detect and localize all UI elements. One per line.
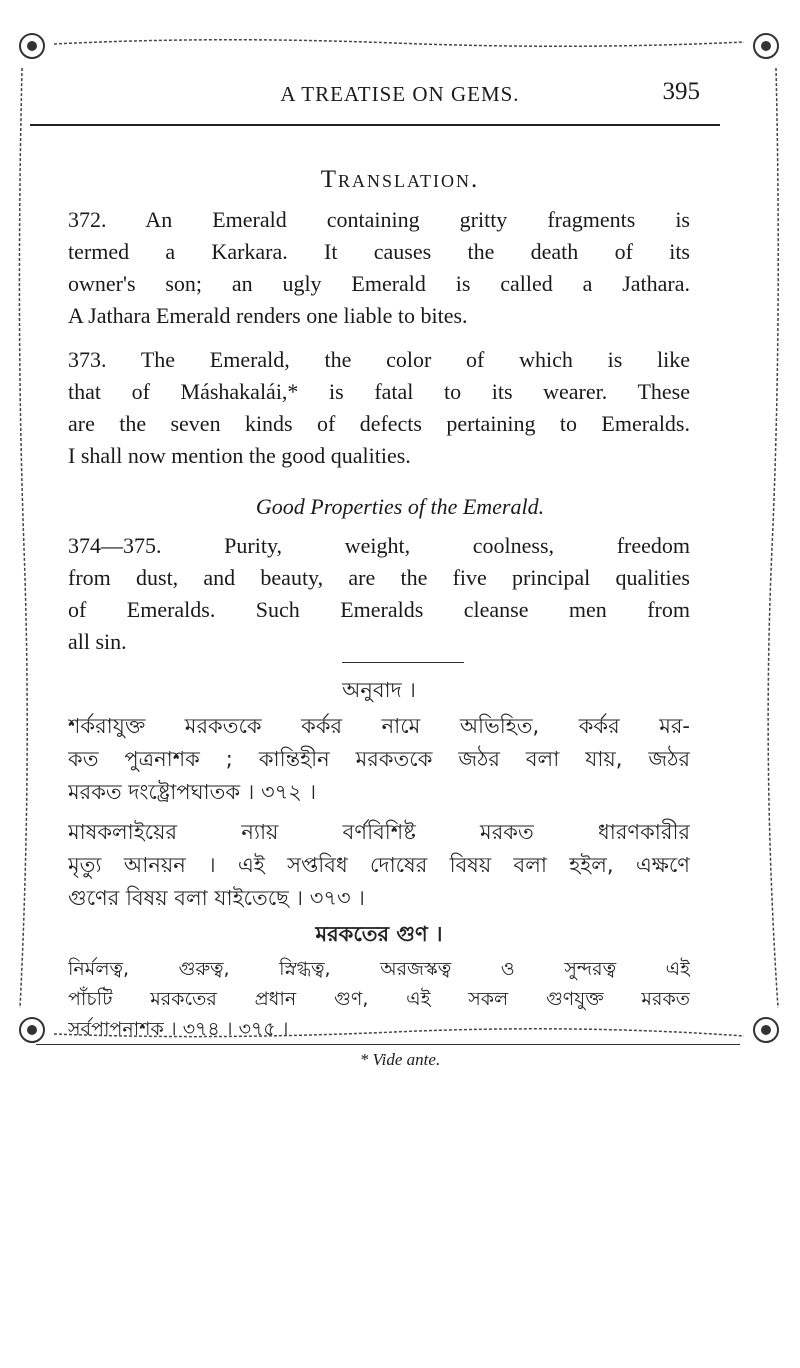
bengali-line: কত পুত্রনাশক ; কান্তিহীন মরকতকে জঠর বলা যায়, জঠর [68,747,690,771]
footnote: * Vide ante. [359,1050,441,1069]
bengali-block-374-375 [68,954,690,984]
text-line: owner's son; an ugly Emerald is called a Jathara. [68,271,690,296]
text-line: A Jathara Emerald renders one liable to bites. [68,303,468,328]
bengali-line: পাঁচটি মরকতের প্রধান গুণ, এই সকল গুণযুক্ত মরকত [68,988,690,1010]
bengali-line: নির্মলত্ব, গুরুত্ব, স্নিগ্ধত্ব, অরজস্কত্ব ও সুন্দরত্ব এই [68,958,690,980]
bengali-subtitle-block [68,918,690,951]
good-properties-subheading: Good Properties of the Emerald. [255,494,545,519]
bengali-line: মৃত্যু আনয়ন । এই সপ্তবিধ দোষের বিষয় বলা হইল, এক্ষণে [68,853,690,877]
bengali-line: গুণের বিষয় বলা যাইতেছে । ৩৭৩ । [68,886,365,910]
bengali-block-374-375-cont [68,984,690,1014]
text-line: that of Máshakalái,* is fatal to its wearer. These [68,379,690,404]
bengali-line: শর্করাযুক্ত মরকতকে কর্কর নামে অভিহিত, কর্কর মর- [68,714,690,738]
paragraph-373 [68,344,690,472]
page-number: 395 [662,78,700,105]
translation-heading: Translation. [320,166,480,193]
running-title: A TREATISE ON GEMS. [280,82,520,106]
page-header [0,78,800,118]
bengali-line: মরকত দংষ্ট্রোপঘাতক । ৩৭২ । [68,780,317,804]
bengali-subtitle: মরকতের গুণ । [315,922,443,946]
text-line: are the seven kinds of defects pertaining to Emeralds. [68,411,690,436]
paragraph-372 [68,204,690,332]
bengali-line: মাষকলাইয়ের ন্যায় বর্ণবিশিষ্ট মরকত ধারণকারীর [68,820,690,844]
text-line: of Emeralds. Such Emeralds cleanse men from [68,597,690,622]
bengali-block-373 [68,816,690,915]
header-rule [30,124,720,126]
text-line: I shall now mention the good qualities. [68,443,411,468]
bengali-block-372 [68,710,690,809]
text-line: 374—375. Purity, weight, coolness, freedom [68,533,690,558]
footnote-rule [36,1044,740,1045]
paragraph-374-375 [68,530,690,658]
bengali-title: অনুবাদ । [342,678,416,702]
text-line: from dust, and beauty, are the five principal qualities [68,565,690,590]
bengali-block-374-375-end [68,1014,468,1044]
text-line: termed a Karkara. It causes the death of its [68,239,690,264]
text-line: 373. The Emerald, the color of which is like [68,347,690,372]
bengali-line: সর্বপাপনাশক । ৩৭৪ । ৩৭৫ । [68,1018,289,1040]
text-line: all sin. [68,629,127,654]
section-divider [342,662,464,663]
text-line: 372. An Emerald containing gritty fragments is [68,207,690,232]
bengali-title-block [68,674,690,707]
